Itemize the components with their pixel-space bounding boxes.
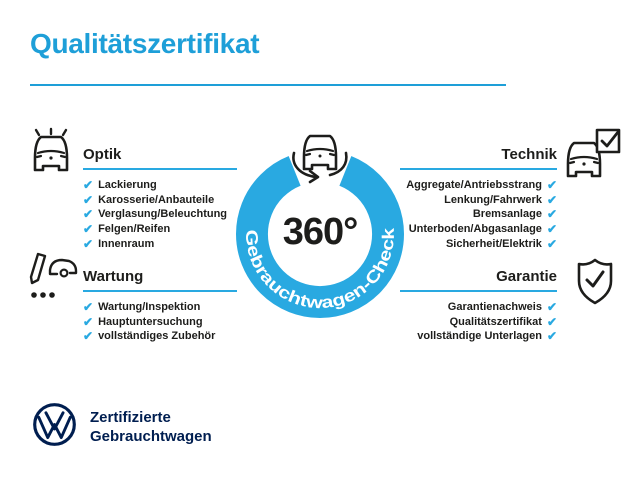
- checklist-item: [400, 193, 557, 208]
- brand-claim: [90, 408, 212, 446]
- checklist-item: [400, 329, 557, 344]
- section-title-garantie: Garantie: [400, 268, 557, 292]
- checklist-item-label: Bremsanlage: [472, 208, 542, 221]
- checklist-item: [400, 207, 557, 222]
- checklist-item: [400, 222, 557, 237]
- degree-label: 360°: [282, 211, 358, 253]
- check-icon: ✔: [83, 192, 94, 207]
- checklist-item-label: Verglasung/Beleuchtung: [98, 208, 228, 221]
- section-wartung: [83, 268, 237, 344]
- optik-checklist: [83, 178, 237, 251]
- car-checkbox-icon: [564, 128, 622, 178]
- checklist-item-label: Lenkung/Fahrwerk: [444, 193, 542, 206]
- section-title-optik: Optik: [83, 146, 237, 170]
- check-icon: ✔: [83, 207, 94, 222]
- check-icon: ✔: [546, 300, 557, 315]
- checklist-item-label: Karosserie/Anbauteile: [98, 193, 215, 206]
- section-title-wartung: Wartung: [83, 268, 237, 292]
- brand-line-2: Gebrauchtwagen: [90, 428, 212, 445]
- checklist-item: [83, 329, 237, 344]
- check-icon: ✔: [83, 178, 94, 193]
- checklist-item: [83, 193, 237, 208]
- checklist-item-label: Unterboden/Abgasanlage: [408, 223, 542, 236]
- checklist-item-label: Aggregate/Antriebsstrang: [406, 179, 542, 192]
- page-title: Qualitätszertifikat: [30, 28, 260, 59]
- check-icon: ✔: [83, 300, 94, 315]
- checklist-item-label: Felgen/Reifen: [98, 223, 171, 236]
- section-technik: [400, 146, 557, 251]
- checklist-item-label: vollständiges Zubehör: [98, 330, 216, 343]
- shield-check-icon: [574, 257, 616, 307]
- check-icon: ✔: [83, 314, 94, 329]
- checklist-item-label: Hauptuntersuchung: [98, 315, 203, 328]
- garantie-checklist: [400, 300, 557, 344]
- section-optik: [83, 146, 237, 251]
- checklist-item: [400, 300, 557, 315]
- checklist-item: [83, 315, 237, 330]
- check-icon: ✔: [546, 207, 557, 222]
- checklist-item: [83, 178, 237, 193]
- section-title-technik: Technik: [400, 146, 557, 170]
- check-icon: ✔: [83, 329, 94, 344]
- checklist-item-label: Wartung/Inspektion: [98, 301, 201, 314]
- checklist-item-label: Lackierung: [98, 179, 157, 192]
- check-icon: ✔: [546, 222, 557, 237]
- service-note-icon: [24, 252, 78, 302]
- title-underline: [30, 84, 506, 86]
- check-icon: ✔: [546, 178, 557, 193]
- ring-curved-label: Gebrauchtwagen-Check: [241, 229, 398, 313]
- check-icon: ✔: [546, 329, 557, 344]
- check-icon: ✔: [83, 236, 94, 251]
- car-front-shine-icon: [26, 127, 76, 173]
- check-icon: ✔: [546, 236, 557, 251]
- checklist-item: [83, 236, 237, 251]
- checklist-item-label: Sicherheit/Elektrik: [445, 237, 542, 250]
- checklist-item-label: vollständige Unterlagen: [417, 330, 542, 343]
- checklist-item: [83, 207, 237, 222]
- checklist-item: [400, 315, 557, 330]
- brand-line-1: Zertifizierte: [90, 409, 171, 426]
- checklist-item: [400, 178, 557, 193]
- checklist-item-label: Innenraum: [98, 237, 155, 250]
- car-360-rotation-icon: [280, 123, 360, 187]
- check-icon: ✔: [83, 222, 94, 237]
- check-icon: ✔: [546, 314, 557, 329]
- checklist-item: [83, 222, 237, 237]
- checklist-item-label: Garantienachweis: [447, 301, 542, 314]
- checklist-item: [400, 236, 557, 251]
- vw-logo: [32, 402, 77, 447]
- technik-checklist: [400, 178, 557, 251]
- check-icon: ✔: [546, 192, 557, 207]
- checklist-item: [83, 300, 237, 315]
- section-garantie: [400, 268, 557, 344]
- checklist-item-label: Qualitätszertifikat: [449, 315, 542, 328]
- wartung-checklist: [83, 300, 237, 344]
